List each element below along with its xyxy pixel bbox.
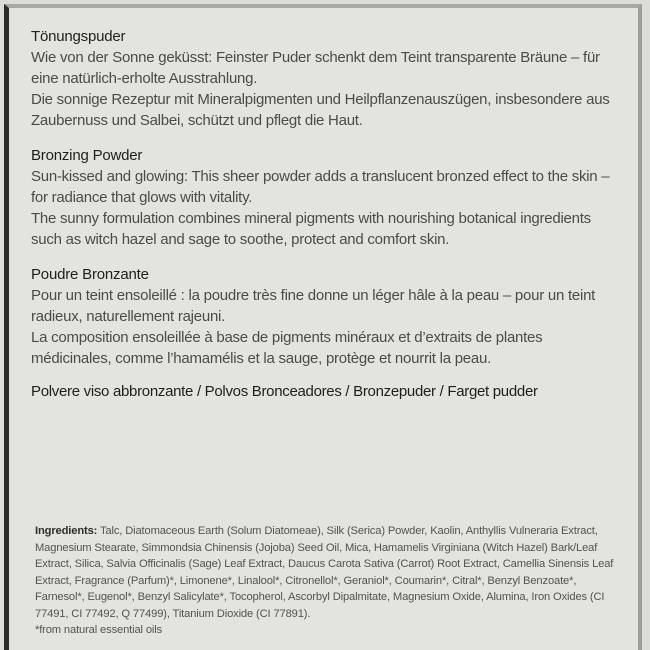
section-paragraph: Die sonnige Rezeptur mit Mineralpigmenten und Heilpflanzenauszügen, insbesondere aus Zaubernuss und Salbei, schützt und pflegt die Haut. (31, 91, 610, 129)
section-title: Poudre Bronzante (31, 266, 149, 283)
section-title: Tönungspuder (31, 28, 126, 45)
ingredients-list (35, 523, 614, 622)
section-paragraph: Sun-kissed and glowing: This sheer powder adds a translucent bronzed effect to the skin – for radiance that glows with vitality. (31, 168, 610, 206)
ingredients-label: Ingredients: (35, 525, 98, 537)
product-description (31, 26, 618, 402)
section-paragraph: The sunny formulation combines mineral pigments with nourishing botanical ingredients such as witch hazel and sage to soothe, protect and comfort skin. (31, 210, 591, 248)
package-panel (4, 4, 642, 650)
ingredients-text: Talc, Diatomaceous Earth (Solum Diatomeae), Silk (Serica) Powder, Kaolin, Anthyllis Vulneraria Extract, Magnesium Stearate, Simmondsia Chinensis (Jojoba) Seed Oil, Mica, Hamamelis Virginiana (Witch Hazel) Bark/Leaf Extract, Silica, Salvia Officinalis (Sage) Leaf Extract, Daucus Carota Sativa (Carrot) Root Extract, Camellia Sinensis Leaf Extract, Fragrance (Parfum)*, Limonene*, Linalool*, Citronellol*, Geraniol*, Coumarin*, Citral*, Benzyl Benzoate*, Farnesol*, Eugenol*, Benzyl Salicylate*, Tocopherol, Ascorbyl Dipalmitate, Magnesium Oxide, Alumina, Iron Oxides (CI 77491, CI 77492, Q 77499), Titanium Dioxide (CI 77891). (35, 525, 614, 620)
section-title: Bronzing Powder (31, 147, 143, 164)
ingredients-block (35, 523, 614, 639)
section-paragraph: Wie von der Sonne geküsst: Feinster Puder schenkt dem Teint transparente Bräune – für eine natürlich-erholte Ausstrahlung. (31, 49, 600, 87)
section-french (31, 264, 618, 369)
section-german (31, 26, 618, 131)
ingredients-footnote: *from natural essential oils (35, 624, 163, 636)
multilingual-product-name: Polvere viso abbronzante / Polvos Bronceadores / Bronzepuder / Farget pudder (31, 383, 538, 400)
section-english (31, 145, 618, 250)
section-paragraph: Pour un teint ensoleillé : la poudre très fine donne un léger hâle à la peau – pour un teint radieux, naturellement rajeuni. (31, 287, 596, 325)
section-paragraph: La composition ensoleillée à base de pigments minéraux et d’extraits de plantes médicinales, comme l’hamamélis et la sauge, protège et nourrit la peau. (31, 329, 543, 367)
